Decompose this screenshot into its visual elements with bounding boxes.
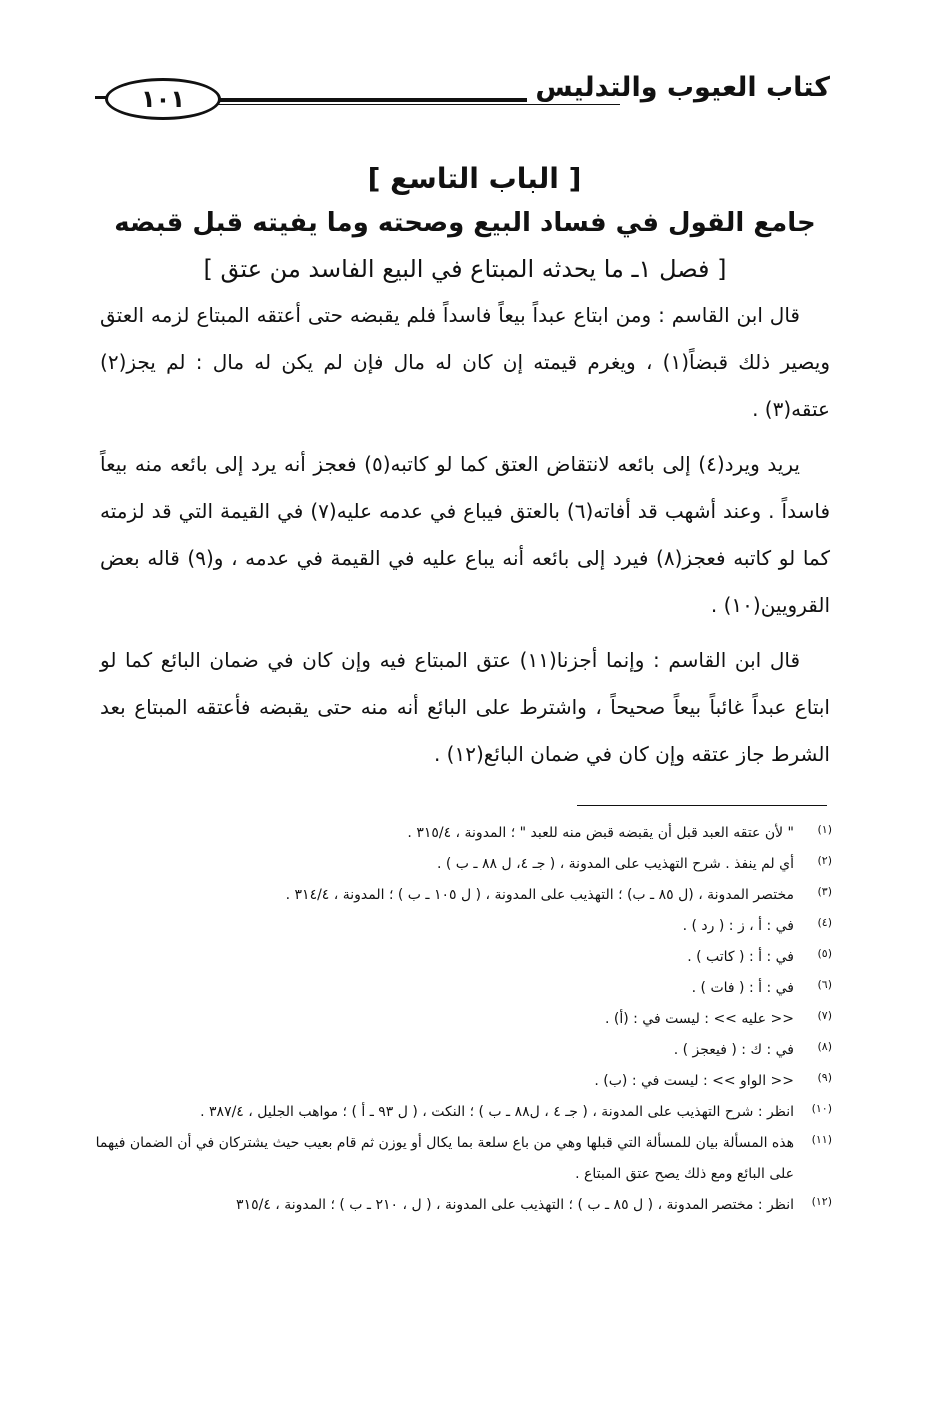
- footnote-number: (١١): [811, 1133, 832, 1146]
- footnotes: [82, 818, 832, 1221]
- footnote: [82, 911, 832, 942]
- footnote-text: في : أ : ( فات ) .: [691, 980, 794, 996]
- footnote-text: في : ك : ( فيعجز ) .: [673, 1042, 794, 1058]
- footnote-number: (١٢): [811, 1195, 832, 1208]
- section-heading: [ فصل ١ـ ما يحدثه المبتاع في البيع الفاسد من عتق ]: [203, 255, 727, 283]
- paragraph: يريد ويرد(٤) إلى بائعه لانتقاض العتق كما لو كاتبه(٥) فعجز أنه يرد إلى بائعه منه بيعاً فاسداً . وعند أشهب قد أفاته(٦) بالعتق فيباع في عدمه عليه(٧) في القيمة التي قد لزمته كما لو كاتبه فعجز(٨) فيرد إلى بائعه أنه يباع عليه في القيمة في عدمه ، و(٩) قاله بعض القرويين(١٠) .: [100, 452, 831, 617]
- footnote: [82, 973, 832, 1004]
- footnote: [82, 1035, 832, 1066]
- footnote-text: انظر : شرح التهذيب على المدونة ، ( جـ ٤ ، ل٨٨ ـ ب ) ؛ النكت ، ( ل ٩٣ ـ أ ) ؛ مواهب الجليل ، ٣٨٧/٤ .: [200, 1104, 794, 1120]
- footnote-text: " لأن عتقه العبد قبل أن يقبضه قبض منه للعبد " ؛ المدونة ، ٣١٥/٤ .: [407, 825, 794, 841]
- footnote-text: هذه المسألة بيان للمسألة التي قبلها وهي من باع سلعة بما يكال أو يوزن ثم قام بعيب حيث يشتركان في أن الضمان فيهما على البائع ومع ذلك يصح عتق المبتاع .: [95, 1135, 794, 1182]
- footnote: [82, 818, 832, 849]
- footnote-text: انظر : مختصر المدونة ، ( ل ٨٥ ـ ب ) ؛ التهذيب على المدونة ، ( ل ، ٢١٠ ـ ب ) ؛ المدونة ، ٣١٥/٤: [236, 1197, 794, 1213]
- footnote: [82, 1128, 832, 1190]
- footnote-number: (٣): [817, 885, 832, 898]
- footnote: [82, 942, 832, 973]
- footnote-text: مختصر المدونة ، (ل ٨٥ ـ ب) ؛ التهذيب على المدونة ، ( ل ١٠٥ ـ ب ) ؛ المدونة ، ٣١٤/٤ .: [285, 887, 794, 903]
- footnote-number: (٥): [817, 947, 832, 960]
- paragraph: قال ابن القاسم : ومن ابتاع عبداً بيعاً فاسداً فلم يقبضه حتى أعتقه المبتاع لزمه العتق ويصير ذلك قبضاً(١) ، ويغرم قيمته إن كان له مال فإن لم يكن له مال : لم يجز(٢) عتقه(٣) .: [100, 303, 830, 421]
- footnote-number: (١٠): [811, 1102, 832, 1115]
- body-text: [100, 292, 830, 786]
- footnote-text: في : أ ، ز : ( رد ) .: [682, 918, 794, 934]
- footnote: [82, 1004, 832, 1035]
- footnote: [82, 849, 832, 880]
- chapter-subtitle: جامع القول في فساد البيع وصحته وما يفيته قبل قبضه: [114, 208, 816, 238]
- footnote-number: (٩): [817, 1071, 832, 1084]
- footnote: [82, 1097, 832, 1128]
- footnote-text: << الواو >> : ليست في : (ب) .: [594, 1073, 794, 1089]
- footnote-number: (٢): [817, 854, 832, 867]
- footnote-separator: [577, 805, 827, 806]
- paragraph: قال ابن القاسم : وإنما أجزنا(١١) عتق المبتاع فيه وإن كان في ضمان البائع كما لو ابتاع عبداً غائباً بيعاً صحيحاً ، واشترط على البائع أنه منه حتى يقبضه فأعتقه المبتاع بعد الشرط جاز عتقه وإن كان في ضمان البائع(١٢) .: [100, 648, 830, 766]
- footnote-text: أي لم ينفذ . شرح التهذيب على المدونة ، ( جـ ٤، ل ٨٨ ـ ب ) .: [436, 856, 794, 872]
- book-title: كتاب العيوب والتدليس: [527, 72, 830, 103]
- footnote-number: (١): [817, 823, 832, 836]
- footnote: [82, 880, 832, 911]
- footnote-number: (٨): [817, 1040, 832, 1053]
- page-header: [95, 72, 830, 122]
- footnote: [82, 1066, 832, 1097]
- footnote-text: << عليه >> : ليست في : (أ) .: [604, 1011, 794, 1027]
- footnote-number: (٤): [817, 916, 832, 929]
- page-number: ١٠١: [105, 78, 221, 120]
- footnote: [82, 1190, 832, 1221]
- footnote-text: في : أ : ( كاتب ) .: [687, 949, 794, 965]
- chapter-heading: [ الباب التاسع ]: [367, 162, 582, 195]
- footnote-number: (٧): [817, 1009, 832, 1022]
- footnote-number: (٦): [817, 978, 832, 991]
